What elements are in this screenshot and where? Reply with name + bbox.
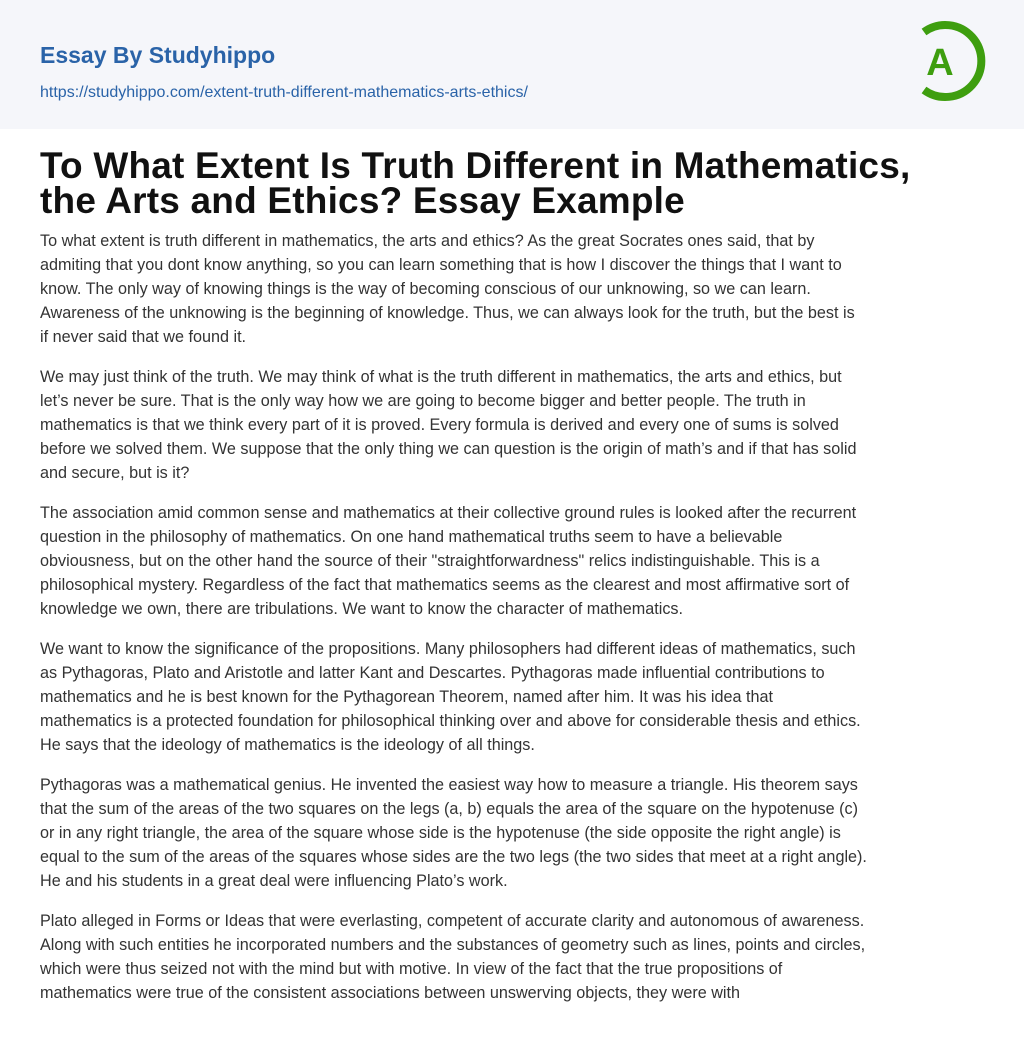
studyhippo-logo-icon[interactable] bbox=[912, 18, 986, 104]
paragraph-line: To what extent is truth different in mathematics, the arts and ethics? As the great Socrates ones said, that by bbox=[40, 232, 815, 250]
essay-paragraph bbox=[40, 365, 990, 485]
paragraph-line: question in the philosophy of mathematics. On one hand mathematical truths seem to have a believable bbox=[40, 528, 783, 546]
paragraph-line: He and his students in a great deal were influencing Plato’s work. bbox=[40, 872, 508, 890]
paragraph-line: Along with such entities he incorporated numbers and the substances of geometry such as lines, points and circles, bbox=[40, 936, 866, 954]
logo-letter: A bbox=[926, 42, 954, 84]
brand-title[interactable]: Essay By Studyhippo bbox=[40, 42, 276, 68]
page-url-link[interactable]: https://studyhippo.com/extent-truth-different-mathematics-arts-ethics/ bbox=[40, 84, 528, 101]
essay-paragraph bbox=[40, 637, 990, 757]
site-header bbox=[0, 0, 1024, 129]
paragraph-line: and secure, but is it? bbox=[40, 464, 190, 482]
paragraph-line: The association amid common sense and mathematics at their collective ground rules is looked after the recurrent bbox=[40, 504, 857, 522]
paragraph-line: philosophical mystery. Regardless of the fact that mathematics seems as the clearest and most affirmative sort of bbox=[40, 576, 850, 594]
paragraph-line: mathematics is a protected foundation for philosophical thinking over and above for considerable thesis and ethics. bbox=[40, 712, 861, 730]
title-line: To What Extent Is Truth Different in Mathematics, bbox=[40, 145, 911, 186]
paragraph-line: Plato alleged in Forms or Ideas that were everlasting, competent of accurate clarity and autonomous of awareness. bbox=[40, 912, 865, 930]
paragraph-line: mathematics is that we think every part of it is proved. Every formula is derived and every one of sums is solved bbox=[40, 416, 839, 434]
paragraph-line: let’s never be sure. That is the only way how we are going to become bigger and better people. The truth in bbox=[40, 392, 806, 410]
essay-body bbox=[40, 229, 990, 1021]
title-line: the Arts and Ethics? Essay Example bbox=[40, 180, 685, 221]
essay-paragraph bbox=[40, 229, 990, 349]
paragraph-line: as Pythagoras, Plato and Aristotle and latter Kant and Descartes. Pythagoras made influential contributions to bbox=[40, 664, 825, 682]
paragraph-line: or in any right triangle, the area of the square whose side is the hypotenuse (the side opposite the right angle) is bbox=[40, 824, 841, 842]
page-title bbox=[40, 145, 911, 221]
essay-paragraph bbox=[40, 773, 990, 893]
paragraph-line: equal to the sum of the areas of the squares whose sides are the two legs (the two sides that meet at a right angle). bbox=[40, 848, 867, 866]
paragraph-line: We may just think of the truth. We may think of what is the truth different in mathematics, the arts and ethics, but bbox=[40, 368, 842, 386]
paragraph-line: obviousness, but on the other hand the source of their "straightforwardness" relics indistinguishable. This is a bbox=[40, 552, 820, 570]
paragraph-line: that the sum of the areas of the two squares on the legs (a, b) equals the area of the square on the hypotenuse (c) bbox=[40, 800, 858, 818]
paragraph-line: which were thus seized not with the mind but with motive. In view of the fact that the true propositions of bbox=[40, 960, 783, 978]
paragraph-line: He says that the ideology of mathematics is the ideology of all things. bbox=[40, 736, 535, 754]
paragraph-line: We want to know the significance of the propositions. Many philosophers had different ideas of mathematics, such bbox=[40, 640, 856, 658]
paragraph-line: if never said that we found it. bbox=[40, 328, 247, 346]
paragraph-line: Awareness of the unknowing is the beginning of knowledge. Thus, we can always look for the truth, but the best is bbox=[40, 304, 855, 322]
paragraph-line: knowledge we own, there are tribulations. We want to know the character of mathematics. bbox=[40, 600, 684, 618]
paragraph-line: Pythagoras was a mathematical genius. He invented the easiest way how to measure a triangle. His theorem says bbox=[40, 776, 858, 794]
essay-paragraph bbox=[40, 909, 990, 1005]
essay-paragraph bbox=[40, 501, 990, 621]
paragraph-line: before we solved them. We suppose that the only thing we can question is the origin of math’s and if that has solid bbox=[40, 440, 857, 458]
paragraph-line: know. The only way of knowing things is the way of becoming conscious of our unknowing, so we can learn. bbox=[40, 280, 811, 298]
paragraph-line: mathematics were true of the consistent associations between unswerving objects, they were with bbox=[40, 984, 741, 1002]
paragraph-line: admiting that you dont know anything, so you can learn something that is how I discover the things that I want to bbox=[40, 256, 842, 274]
paragraph-line: mathematics and he is best known for the Pythagorean Theorem, named after him. It was his idea that bbox=[40, 688, 774, 706]
